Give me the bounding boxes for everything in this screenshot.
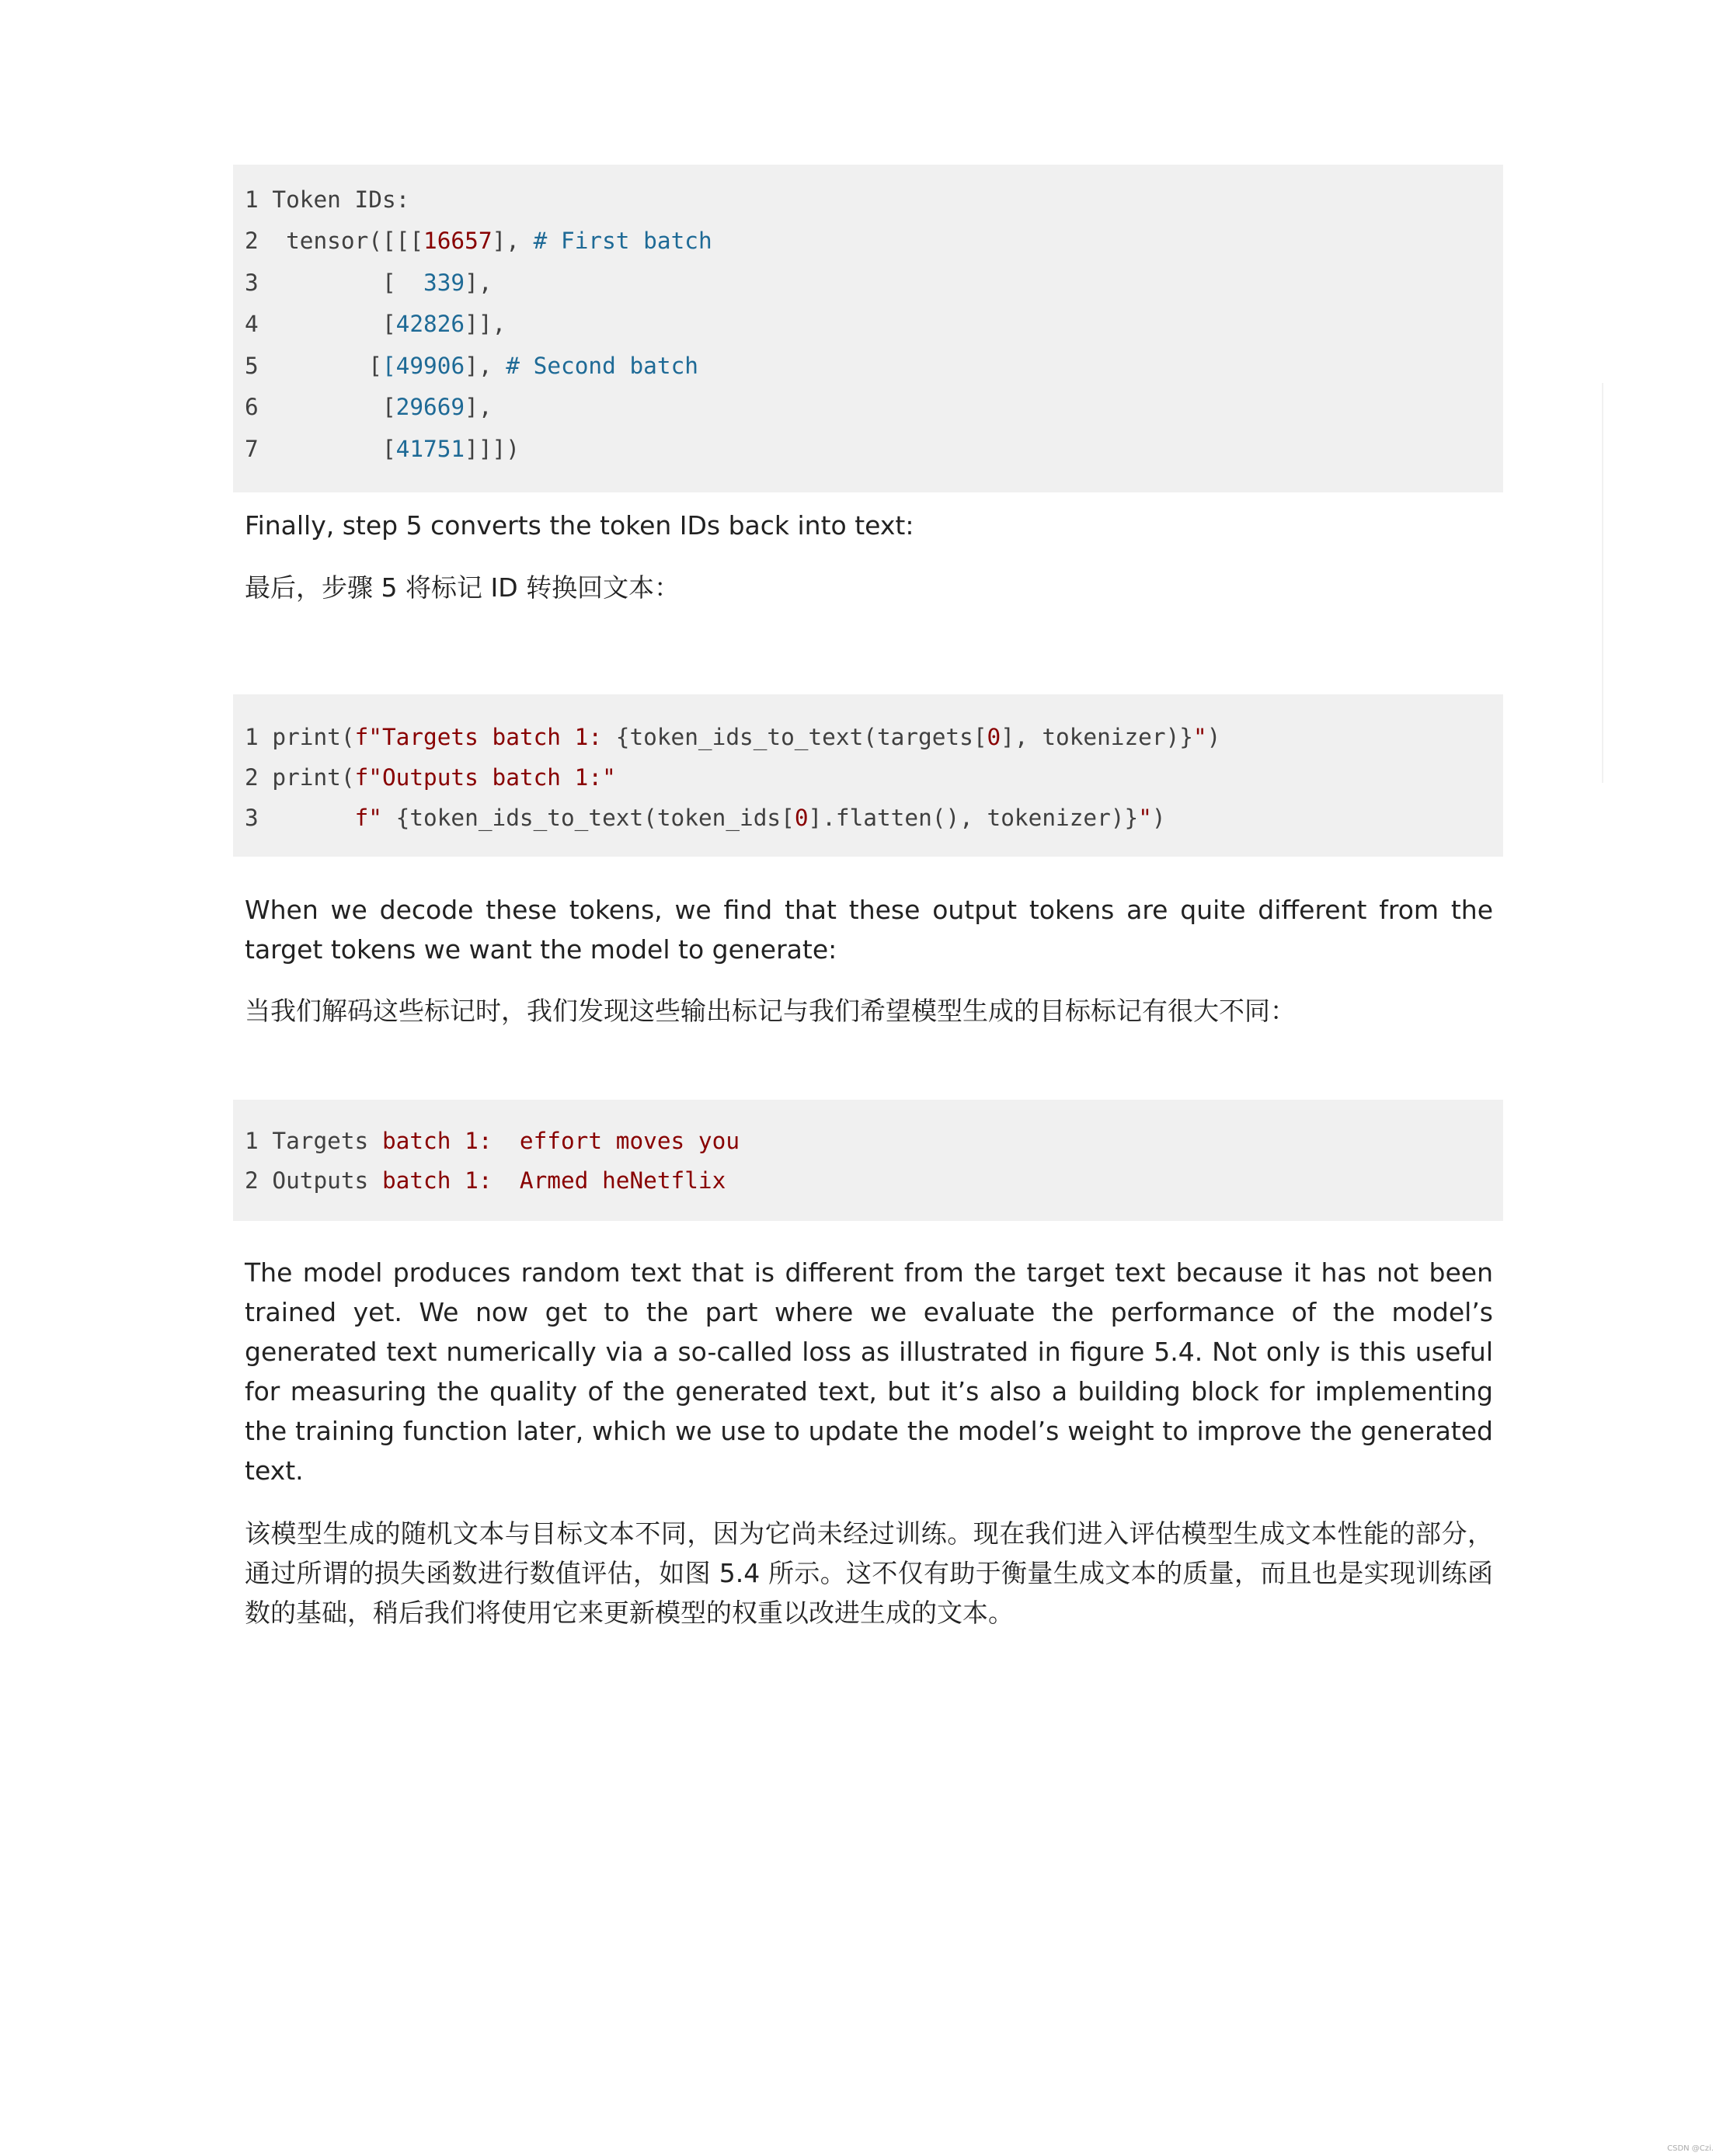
code-token: batch 1: effort moves you [381,1128,740,1154]
line-number: 1 [245,186,273,213]
paragraph-finally-zh: 最后，步骤 5 将标记 ID 转换回文本： [245,572,680,603]
code-token: f"Targets batch 1: [354,724,616,750]
code-token: Targets [272,1128,382,1154]
code-line [245,763,616,791]
code-token: ]]]) [465,436,520,462]
code-token: 0 [987,724,1001,750]
code-token: ].flatten(), tokenizer)} [808,805,1139,831]
line-number: 3 [245,270,382,296]
code-token: ], [465,394,493,420]
code-line [245,1127,740,1155]
code-token: [ [381,270,424,296]
code-line [245,435,520,463]
code-block-output [233,1100,1503,1221]
code-token: # First batch [533,228,712,254]
code-token: " [1192,724,1207,750]
code-token: batch 1: Armed heNetflix [381,1167,726,1194]
scrollbar-track[interactable] [1602,383,1603,783]
line-number: 1 [245,724,273,750]
line-number: 2 [245,228,287,254]
paragraph-model-en: The model produces random text that is different from the target text because it has not been trained yet. We now get to the part where we evaluate the performance of the model’s generated text numerically via a so-called loss as illustrated in figure 5.4. Not only is this useful for measuring the quality of the generated text, but it’s also a building block for implementing the training function later, which we use to update the model’s weight to improve the generated text. [245,1257,1493,1486]
code-line [245,269,493,297]
code-token: ], [465,270,493,296]
code-line [245,393,493,421]
line-number: 3 [245,805,355,831]
code-token: ) [1206,724,1221,750]
code-token: " [1138,805,1152,831]
code-token: tensor([[[ [286,228,424,254]
code-token: f"Outputs batch 1:" [354,764,616,791]
line-number: 2 [245,764,273,791]
paragraph-decode-zh: 当我们解码这些标记时，我们发现这些输出标记与我们希望模型生成的目标标记有很大不同： [245,996,1296,1026]
code-token: print( [272,724,355,750]
code-line [245,1167,726,1194]
code-line [245,186,409,214]
line-number: 6 [245,394,382,420]
paragraph-finally-en: Finally, step 5 converts the token IDs back into text: [245,510,914,541]
code-token: ]], [465,311,506,337]
line-number: 1 [245,1128,273,1154]
paragraph-decode-en: When we decode these tokens, we find that these output tokens are quite different from the target tokens we want the model to generate: [245,895,1493,965]
code-token: ], [465,353,506,379]
code-token: {token_ids_to_text(token_ids[ [395,805,795,831]
code-token: 16657 [423,228,493,254]
code-token: [49906 [381,353,465,379]
code-token: # Second batch [506,353,698,379]
watermark: CSDN @Czi. [1667,2144,1714,2153]
code-token: 0 [794,805,809,831]
line-number: 4 [245,311,382,337]
line-number: 7 [245,436,382,462]
code-line [245,804,1166,832]
code-token: Outputs [272,1167,382,1194]
code-token: [ [368,353,382,379]
code-token: [ [381,394,396,420]
code-token: ], [492,228,534,254]
code-token: ) [1151,805,1166,831]
code-token: [ [381,436,396,462]
code-token: {token_ids_to_text(targets[ [615,724,987,750]
code-block-print [233,694,1503,857]
code-line [245,227,712,255]
code-line [245,352,698,380]
code-token: 42826 [395,311,465,337]
code-token: f" [354,805,396,831]
line-number: 2 [245,1167,273,1194]
code-token: ], tokenizer)} [1001,724,1193,750]
code-token: Token IDs: [272,186,410,213]
code-token: 41751 [395,436,465,462]
code-line [245,310,506,338]
line-number: 5 [245,353,369,379]
code-token: [ [381,311,396,337]
code-token: print( [272,764,355,791]
paragraph-model-zh: 该模型生成的随机文本与目标文本不同，因为它尚未经过训练。现在我们进入评估模型生成文本性能的部分，通过所谓的损失函数进行数值评估，如图 5.4 所示。这不仅有助于衡量生成文本的质量，而且也是实现训练函数的基础，稍后我们将使用它来更新模型的权重以改进生成的文本。 [245,1518,1493,1628]
code-block-token-ids [233,165,1503,492]
code-token: 339 [423,270,465,296]
code-token: 29669 [395,394,465,420]
code-line [245,723,1220,751]
